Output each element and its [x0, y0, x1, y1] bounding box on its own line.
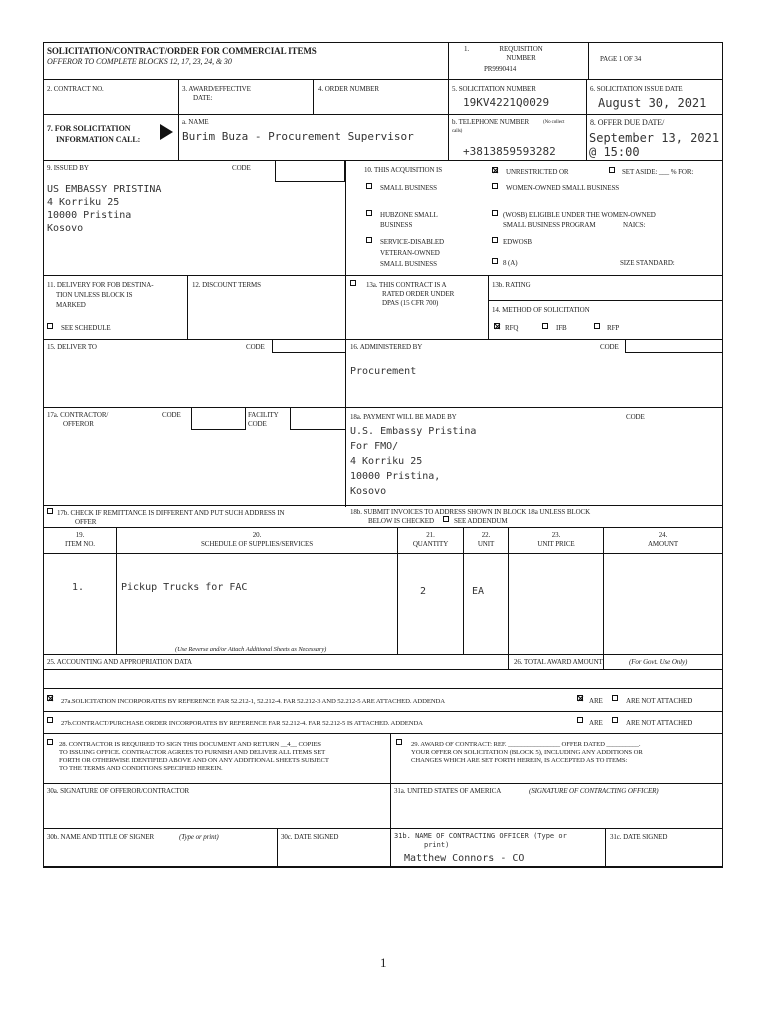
delivery-fob-label-2: TION UNLESS BLOCK IS — [56, 291, 133, 299]
contractor-sign-line-3: FORTH OR OTHERWISE IDENTIFIED ABOVE AND ON ANY ADDITIONAL SHEETS SUBJECT — [59, 757, 329, 764]
wosb-label: WOMEN-OWNED SMALL BUSINESS — [506, 184, 620, 192]
deliver-to-label: 15. DELIVER TO — [47, 343, 97, 351]
offer-due-time: @ 15:00 — [589, 145, 640, 159]
issued-by-line-2: 4 Korriku 25 — [47, 197, 120, 208]
wosb-eligible-label-2: SMALL BUSINESS PROGRAM — [503, 221, 596, 229]
rating-label: 13b. RATING — [492, 281, 531, 289]
issued-by-label: 9. ISSUED BY — [47, 164, 89, 172]
addenda-27a-are-not-label: ARE NOT ATTACHED — [626, 697, 693, 705]
wosb-eligible-checkbox[interactable] — [492, 210, 498, 216]
item-number: 1. — [72, 582, 85, 593]
col-quantity-label: QUANTITY — [412, 540, 449, 548]
date-signed-31c-label: 31c. DATE SIGNED — [610, 833, 668, 841]
deliver-to-code-label: CODE — [246, 343, 265, 351]
see-schedule-checkbox[interactable] — [47, 323, 53, 329]
payment-code-label: CODE — [626, 413, 645, 421]
contract-no-label: 2. CONTRACT NO. — [47, 85, 104, 93]
acquisition-label: 10. THIS ACQUISITION IS — [364, 166, 443, 174]
total-award-note: (For Govt. Use Only) — [629, 658, 688, 666]
contractor-sign-checkbox[interactable] — [47, 739, 53, 745]
rated-order-label-3: DPAS (15 CFR 700) — [382, 299, 439, 307]
rfq-label: RFQ — [505, 324, 519, 332]
see-schedule-label: SEE SCHEDULE — [61, 324, 111, 332]
col-unit-num: 22. — [481, 531, 491, 539]
award-contract-checkbox[interactable] — [396, 739, 402, 745]
payment-line-5: Kosovo — [350, 486, 387, 497]
edwosb-checkbox[interactable] — [492, 237, 498, 243]
col-supplies-label: SCHEDULE OF SUPPLIES/SERVICES — [200, 540, 314, 548]
delivery-fob-label-3: MARKED — [56, 301, 86, 309]
size-standard-label: SIZE STANDARD: — [620, 259, 675, 267]
rfp-checkbox[interactable] — [594, 323, 600, 329]
sdvosb-label-3: SMALL BUSINESS — [380, 260, 437, 268]
solicitation-number: 19KV4221Q0029 — [463, 96, 550, 109]
edwosb-label: EDWOSB — [503, 238, 532, 246]
delivery-fob-label: 11. DELIVERY FOR FOB DESTINA- — [47, 281, 154, 289]
far-27b-checkbox[interactable] — [47, 717, 53, 723]
offeror-signature-label: 30a. SIGNATURE OF OFFEROR/CONTRACTOR — [47, 787, 190, 795]
rfq-checkbox[interactable] — [494, 323, 500, 329]
addenda-27b-are-not-checkbox[interactable] — [612, 717, 618, 723]
set-aside-checkbox[interactable] — [609, 167, 615, 173]
signer-name-note: (Type or print) — [179, 833, 219, 841]
contractor-sign-line-4: TO THE TERMS AND CONDITIONS SPECIFIED HEREIN. — [59, 765, 223, 772]
col-supplies-num: 20. — [252, 531, 262, 539]
payment-line-2: For FMO/ — [350, 441, 399, 452]
form-title: SOLICITATION/CONTRACT/ORDER FOR COMMERCIAL ITEMS — [47, 46, 317, 56]
issued-by-code-box — [275, 160, 345, 182]
submit-invoices-label: 18b. SUBMIT INVOICES TO ADDRESS SHOWN IN BLOCK 18a UNLESS BLOCK — [350, 508, 591, 516]
issued-by-line-4: Kosovo — [47, 223, 84, 234]
contractor-code-label: CODE — [162, 411, 181, 419]
ifb-label: IFB — [556, 324, 567, 332]
administered-by-code-box — [625, 339, 723, 353]
rated-order-checkbox[interactable] — [350, 280, 356, 286]
total-award-label: 26. TOTAL AWARD AMOUNT — [514, 658, 603, 666]
issued-by-line-1: US EMBASSY PRISTINA — [47, 184, 162, 195]
schedule-note: (Use Reverse and/or Attach Additional Sheets as Necessary) — [175, 646, 327, 653]
contact-name: Burim Buza - Procurement Supervisor — [182, 130, 414, 143]
addenda-27b-are-label: ARE — [589, 719, 603, 727]
col-unit-price-num: 23. — [551, 531, 561, 539]
remittance-label: 17b. CHECK IF REMITTANCE IS DIFFERENT AND PUT SUCH ADDRESS IN — [57, 509, 285, 517]
req-num-label: 1. — [464, 45, 470, 53]
deliver-to-code-box — [272, 339, 346, 353]
item-description: Pickup Trucks for FAC — [121, 582, 248, 593]
req-num-value: PR9990414 — [484, 65, 517, 73]
addenda-27a-are-not-checkbox[interactable] — [612, 695, 618, 701]
signer-name-label: 30b. NAME AND TITLE OF SIGNER — [47, 833, 155, 841]
addenda-27b-are-not-label: ARE NOT ATTACHED — [626, 719, 693, 727]
contractor-code-box — [191, 407, 246, 430]
payment-line-3: 4 Korriku 25 — [350, 456, 423, 467]
telephone-note-2: calls) — [452, 129, 463, 134]
remittance-label-2: OFFER — [75, 518, 97, 526]
accounting-label: 25. ACCOUNTING AND APPROPRIATION DATA — [47, 658, 192, 666]
unrestricted-label: UNRESTRICTED OR — [506, 168, 569, 176]
wosb-eligible-label: (WOSB) ELIGIBLE UNDER THE WOMEN-OWNED — [503, 211, 656, 219]
issue-date-label: 6. SOLICITATION ISSUE DATE — [590, 85, 683, 93]
discount-terms-label: 12. DISCOUNT TERMS — [192, 281, 261, 289]
hubzone-label: HUBZONE SMALL — [380, 211, 438, 219]
form-subtitle: OFFEROR TO COMPLETE BLOCKS 12, 17, 23, 24, & 30 — [47, 57, 232, 66]
set-aside-label: SET ASIDE: ___ % FOR: — [622, 168, 694, 176]
co-name-label: 31b. NAME OF CONTRACTING OFFICER (Type or — [394, 832, 567, 840]
hubzone-label-2: BUSINESS — [380, 221, 413, 229]
contractor-sign-line-2: TO ISSUING OFFICE. CONTRACTOR AGREES TO FURNISH AND DELIVER ALL ITEMS SET — [59, 749, 326, 756]
telephone-note: (No collect — [543, 120, 565, 125]
wosb-checkbox[interactable] — [492, 183, 498, 189]
telephone-number: +3813859593282 — [463, 145, 556, 158]
for-solicitation-label: 7. FOR SOLICITATION — [47, 124, 131, 133]
award-contract-line-1: 29. AWARD OF CONTRACT: REF. ________________ OFFER DATED __________. — [411, 741, 641, 748]
col-amount-num: 24. — [658, 531, 668, 539]
addenda-27a-are-label: ARE — [589, 697, 603, 705]
far-27b-text: 27b.CONTRACT/PURCHASE ORDER INCORPORATES BY REFERENCE FAR 52.212-4. FAR 52.212-5 IS ATTACHED. ADDENDA — [61, 720, 423, 727]
payment-line-4: 10000 Pristina, — [350, 471, 441, 482]
award-date-label: 3. AWARD/EFFECTIVE — [182, 85, 251, 93]
co-name-label-2: print) — [424, 841, 450, 849]
sdvosb-checkbox[interactable] — [366, 237, 372, 243]
facility-code-box — [290, 407, 346, 430]
small-business-checkbox[interactable] — [366, 183, 372, 189]
col-unit-label: UNIT — [477, 540, 495, 548]
item-quantity: 2 — [420, 586, 427, 597]
remittance-checkbox[interactable] — [47, 508, 53, 514]
col-unit-price-label: UNIT PRICE — [537, 540, 575, 548]
sdvosb-label: SERVICE-DISABLED — [380, 238, 444, 246]
name-label: a. NAME — [182, 118, 209, 126]
rated-order-label-2: RATED ORDER UNDER — [382, 290, 455, 298]
offer-due-label: 8. OFFER DUE DATE/ — [590, 118, 665, 127]
telephone-label: b. TELEPHONE NUMBER — [452, 118, 530, 126]
addenda-27a-are-checkbox[interactable] — [577, 695, 583, 701]
far-27a-checkbox[interactable] — [47, 695, 53, 701]
award-date-label-2: DATE: — [193, 94, 213, 102]
page-count: PAGE 1 OF 34 — [600, 55, 642, 63]
ifb-checkbox[interactable] — [542, 323, 548, 329]
administered-by-label: 16. ADMINISTERED BY — [350, 343, 423, 351]
for-solicitation-label-2: INFORMATION CALL: — [56, 135, 141, 144]
payment-line-1: U.S. Embassy Pristina — [350, 426, 477, 437]
facility-code-label-2: CODE — [248, 420, 267, 428]
eight-a-checkbox[interactable] — [492, 258, 498, 264]
col-item-num: 19. — [75, 531, 85, 539]
order-number-label: 4. ORDER NUMBER — [318, 85, 379, 93]
payment-label: 18a. PAYMENT WILL BE MADE BY — [350, 413, 457, 421]
item-unit: EA — [472, 586, 485, 597]
solicitation-number-label: 5. SOLICITATION NUMBER — [452, 85, 536, 93]
rated-order-label: 13a. THIS CONTRACT IS A — [366, 281, 447, 289]
offer-due-date: September 13, 2021 — [589, 131, 720, 145]
far-27a-text: 27a.SOLICITATION INCORPORATES BY REFERENCE FAR 52.212-1, 52.212-4. FAR 52.212-3 AND 52.212-5 ARE ATTACHED. ADDENDA — [61, 698, 446, 705]
method-label: 14. METHOD OF SOLICITATION — [492, 306, 590, 314]
addenda-27b-are-checkbox[interactable] — [577, 717, 583, 723]
contractor-label: 17a. CONTRACTOR/ — [47, 411, 109, 419]
col-quantity-num: 21. — [426, 531, 435, 539]
eight-a-label: 8 (A) — [503, 259, 518, 267]
date-signed-30c-label: 30c. DATE SIGNED — [281, 833, 339, 841]
issue-date: August 30, 2021 — [598, 96, 707, 110]
contractor-sign-line-1: 28. CONTRACTOR IS REQUIRED TO SIGN THIS DOCUMENT AND RETURN __4__ COPIES — [59, 741, 321, 748]
sdvosb-label-2: VETERAN-OWNED — [380, 249, 440, 257]
issued-by-line-3: 10000 Pristina — [47, 210, 132, 221]
contractor-label-2: OFFEROR — [63, 420, 94, 428]
administered-by-value: Procurement — [350, 366, 417, 377]
usa-note: (SIGNATURE OF CONTRACTING OFFICER) — [529, 787, 659, 795]
facility-code-label: FACILITY — [248, 411, 279, 419]
administered-by-code-label: CODE — [600, 343, 619, 351]
award-contract-line-3: CHANGES WHICH ARE SET FORTH HEREIN, IS ACCEPTED AS TO ITEMS: — [411, 757, 628, 764]
rfp-label: RFP — [607, 324, 620, 332]
contracting-officer-name: Matthew Connors - CO — [404, 853, 525, 864]
page-number: 1 — [380, 955, 387, 970]
award-contract-line-2: YOUR OFFER ON SOLICITATION (BLOCK 5), INCLUDING ANY ADDITIONS OR — [411, 749, 643, 756]
col-item-label: ITEM NO. — [65, 540, 95, 548]
unrestricted-checkbox[interactable] — [492, 167, 498, 173]
see-addendum-checkbox[interactable] — [443, 516, 449, 522]
submit-invoices-label-2: BELOW IS CHECKED — [368, 517, 434, 525]
small-business-label: SMALL BUSINESS — [380, 184, 437, 192]
naics-label: NAICS: — [623, 221, 646, 229]
col-amount-label: AMOUNT — [647, 540, 679, 548]
arrow-icon — [160, 124, 173, 140]
req-num-label-2: REQUISITION NUMBER — [499, 45, 543, 62]
see-addendum-label: SEE ADDENDUM — [454, 517, 508, 525]
hubzone-checkbox[interactable] — [366, 210, 372, 216]
usa-label: 31a. UNITED STATES OF AMERICA — [394, 787, 502, 795]
issued-by-code-label: CODE — [232, 164, 251, 172]
